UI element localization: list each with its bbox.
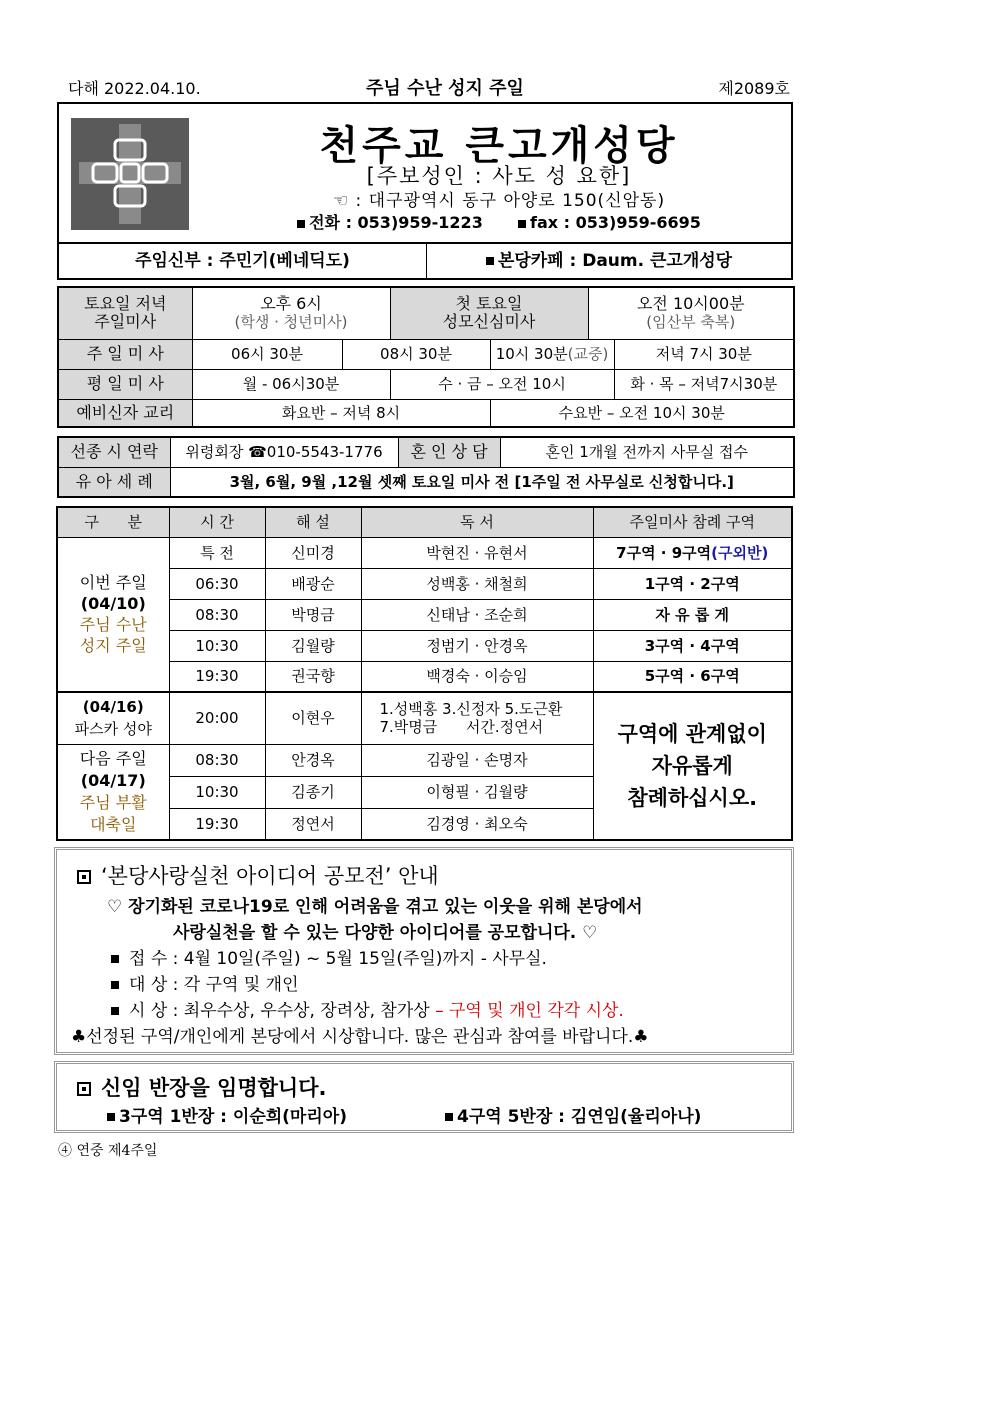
- cross-logo-icon: [71, 118, 189, 230]
- header-readers: 독 서: [361, 507, 593, 537]
- church-address: ☜ : 대구광역시 동구 아양로 150(신암동): [332, 191, 666, 211]
- zone-note: (구외반): [711, 543, 769, 562]
- box-bullet-icon: [77, 1082, 91, 1096]
- funeral-contact: 위령회장 ☎010-5543-1776: [170, 437, 398, 467]
- row-readers: 1.성백홍 3.신정자 5.도근환 7.박명금 서간.정연서: [361, 692, 593, 744]
- row-time: 19:30: [169, 661, 265, 692]
- sunday-mass-1: 06시 30분: [192, 339, 342, 369]
- this-week-label: 이번 주일: [79, 573, 147, 593]
- church-patron: [주보성인 : 사도 성 요한]: [366, 164, 632, 188]
- row-zone: [593, 537, 792, 568]
- page-title: 주님 수난 성지 주일: [366, 78, 524, 99]
- row-readers: 김경영 · 최오숙: [361, 808, 593, 840]
- free-zone-note: 구역에 관계없이 자유롭게 참례하십시오.: [593, 692, 792, 840]
- church-name: 천주교 큰고개성당: [319, 123, 679, 169]
- row-readers: 신태남 · 조순희: [361, 599, 593, 630]
- appointment-item-2: 4구역 5반장 : 김연임(율리아나): [457, 1107, 702, 1127]
- this-week-date: (04/10): [80, 594, 146, 614]
- first-sat-time: 오전 10시00분: [636, 294, 745, 314]
- row-time: 특 전: [169, 537, 265, 568]
- row-zone: 5구역 · 6구역: [593, 661, 792, 692]
- row-commentator: 안경옥: [265, 744, 361, 776]
- row-readers: 박현진 · 유현서: [361, 537, 593, 568]
- sunday-mass-label: 주 일 미 사: [58, 339, 192, 369]
- marriage-value: 혼인 1개월 전까지 사무실 접수: [500, 437, 794, 467]
- contest-receipt-row: [111, 944, 547, 969]
- contest-award-note: – 구역 및 개인 각각 시상.: [435, 1001, 624, 1021]
- baptism-label: 유 아 세 례: [58, 467, 170, 497]
- sunday-mass-3: [490, 339, 614, 369]
- roles-header: [57, 507, 792, 537]
- sat-mass-label: 토요일 저녁 주일미사: [58, 287, 192, 339]
- contact-table: [57, 436, 795, 498]
- contest-title-row: [77, 860, 439, 890]
- appointment-item-1-row: [107, 1102, 347, 1127]
- row-time: 20:00: [169, 692, 265, 744]
- appointment-title: 신임 반장을 임명합니다.: [101, 1076, 327, 1100]
- sat-mass-note: (학생 · 청년미사): [234, 313, 348, 332]
- bullet-icon: [486, 257, 494, 265]
- header-category: 구 분: [57, 507, 169, 537]
- next-week-cell: [57, 744, 169, 840]
- row-readers: 백경숙 · 이승임: [361, 661, 593, 692]
- table-row: [57, 692, 792, 744]
- sunday-mass-3-time: 10시 30분: [495, 345, 568, 363]
- weekday-mass-1: 월 - 06시30분: [192, 369, 390, 399]
- next-week-label: 다음 주일: [79, 748, 147, 768]
- catechumen-1: 화요반 – 저녁 8시: [192, 399, 490, 427]
- weekday-mass-2: 수 · 금 – 오전 10시: [390, 369, 614, 399]
- box-bullet-icon: [77, 870, 91, 884]
- row-commentator: 정연서: [265, 808, 361, 840]
- row-commentator: 신미경: [265, 537, 361, 568]
- first-sat-note: (임산부 축복): [646, 313, 736, 332]
- this-week-cell: [57, 537, 169, 692]
- catechumen-2: 수요반 – 오전 10시 30분: [490, 399, 794, 427]
- row-time: 06:30: [169, 568, 265, 599]
- this-week-name: 주님 수난 성지 주일: [79, 615, 147, 656]
- issue-date: 다해 2022.04.10.: [68, 79, 201, 98]
- sunday-mass-4: 저녁 7시 30분: [614, 339, 794, 369]
- appointment-notice: [54, 1061, 794, 1133]
- contest-receipt: 접 수 : 4월 10일(주일) ~ 5월 15일(주일)까지 - 사무실.: [129, 949, 547, 969]
- header-commentator: 해 설: [265, 507, 361, 537]
- first-sat-cell: [588, 287, 794, 339]
- row-commentator: 배광순: [265, 568, 361, 599]
- contest-notice: [54, 847, 794, 1055]
- row-commentator: 박명금: [265, 599, 361, 630]
- cafe-info: [427, 244, 791, 278]
- contest-closing: ♣선정된 구역/개인에게 본당에서 시상합니다. 많은 관심과 참여를 바랍니다.♣: [71, 1027, 649, 1047]
- sat-mass-cell: [192, 287, 390, 339]
- sunday-mass-3-note: (교중): [567, 345, 609, 363]
- appointment-item-1: 3구역 1반장 : 이순희(마리아): [119, 1107, 347, 1127]
- page-footer: ④ 연중 제4주일: [58, 1143, 158, 1159]
- contest-award-row: [111, 996, 624, 1021]
- row-zone: 3구역 · 4구역: [593, 630, 792, 661]
- first-sat-label: 첫 토요일 성모신심미사: [390, 287, 588, 339]
- bullet-icon: [518, 220, 526, 228]
- row-time: 08:30: [169, 744, 265, 776]
- row-readers: 정범기 · 안경옥: [361, 630, 593, 661]
- row-commentator: 이현우: [265, 692, 361, 744]
- row-readers: 이형필 · 김월량: [361, 776, 593, 808]
- row-time: 10:30: [169, 776, 265, 808]
- baptism-value: 3월, 6월, 9월 ,12월 셋째 토요일 미사 전 [1주일 전 사무실로 신청합니다.]: [170, 467, 794, 497]
- contest-intro-2: 사랑실천을 할 수 있는 다양한 아이디어를 공모합니다. ♡: [173, 923, 598, 943]
- catechumen-label: 예비신자 교리: [58, 399, 192, 427]
- church-logo: [71, 118, 189, 230]
- easter-vigil-date: (04/16): [82, 698, 144, 717]
- row-commentator: 권국향: [265, 661, 361, 692]
- roles-table: [56, 506, 793, 841]
- contest-target: 대 상 : 각 구역 및 개인: [129, 975, 299, 995]
- next-week-date: (04/17): [80, 770, 146, 790]
- bullet-icon: [111, 1007, 119, 1015]
- pastor-name: 주임신부 : 주민기(베네딕도): [59, 244, 427, 278]
- issue-number: 제2089호: [718, 79, 790, 98]
- funeral-label: 선종 시 연락: [58, 437, 170, 467]
- bullet-icon: [107, 1113, 115, 1121]
- header-time: 시 간: [169, 507, 265, 537]
- bullet-icon: [445, 1113, 453, 1121]
- info-bar: [57, 242, 793, 280]
- row-time: 08:30: [169, 599, 265, 630]
- easter-vigil-cell: [57, 692, 169, 744]
- bullet-icon: [111, 955, 119, 963]
- row-time: 10:30: [169, 630, 265, 661]
- row-commentator: 김종기: [265, 776, 361, 808]
- contest-award: 시 상 : 최우수상, 우수상, 장려상, 참가상: [129, 1001, 436, 1021]
- row-zone: 자 유 롭 게: [593, 599, 792, 630]
- contest-target-row: [111, 970, 299, 995]
- row-time: 19:30: [169, 808, 265, 840]
- table-row: [57, 537, 792, 568]
- row-readers: 성백홍 · 채철희: [361, 568, 593, 599]
- sunday-mass-2: 08시 30분: [342, 339, 490, 369]
- header-zone: 주일미사 참례 구역: [593, 507, 792, 537]
- bullet-icon: [111, 981, 119, 989]
- appointment-item-2-row: [445, 1102, 701, 1127]
- church-banner: [57, 102, 793, 244]
- sat-mass-time: 오후 6시: [260, 294, 322, 314]
- weekday-mass-label: 평 일 미 사: [58, 369, 192, 399]
- next-week-name: 주님 부활 대축일: [79, 792, 147, 834]
- marriage-label: 혼 인 상 담: [398, 437, 500, 467]
- appointment-title-row: [77, 1072, 326, 1102]
- easter-vigil-name: 파스카 성야: [74, 720, 152, 739]
- church-phone: 전화 : 053)959-1223: [309, 213, 483, 232]
- weekday-mass-3: 화 · 목 – 저녁7시30분: [614, 369, 794, 399]
- bullet-icon: [297, 220, 305, 228]
- zone-text: 7구역 · 9구역: [616, 543, 712, 562]
- cafe-label: 본당카페 : Daum. 큰고개성당: [497, 251, 733, 271]
- contest-intro-1: ♡ 장기화된 코로나19로 인해 어려움을 겪고 있는 이웃을 위해 본당에서: [107, 897, 643, 917]
- row-commentator: 김월량: [265, 630, 361, 661]
- church-fax: fax : 053)959-6695: [529, 213, 701, 232]
- row-readers: 김광일 · 손명자: [361, 744, 593, 776]
- contest-title: ‘본당사랑실천 아이디어 공모전’ 안내: [101, 864, 439, 888]
- row-zone: 1구역 · 2구역: [593, 568, 792, 599]
- mass-schedule-table: [57, 286, 795, 428]
- church-contact: [209, 210, 789, 233]
